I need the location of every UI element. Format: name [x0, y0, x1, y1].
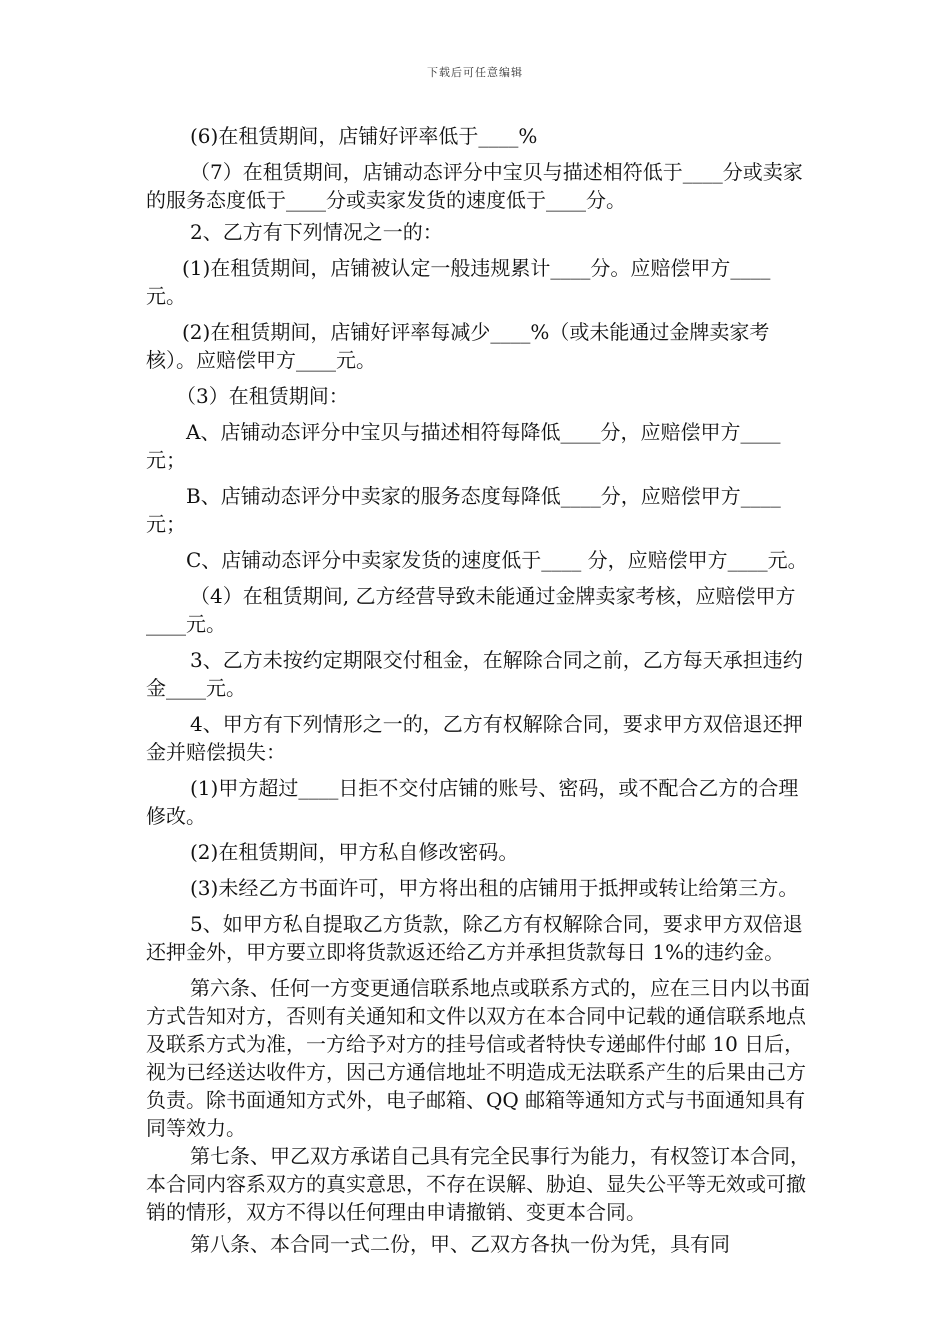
paragraph-2-3-a: A、店铺动态评分中宝贝与描述相符每降低____分，应赔偿甲方____元；: [146, 420, 781, 472]
paragraph-4-3: (3)未经乙方书面许可，甲方将出租的店铺用于抵押或转让给第三方。: [190, 876, 799, 900]
paragraph-2-3: （3）在租赁期间：: [176, 384, 349, 408]
paragraph-section-4: 4、甲方有下列情形之一的，乙方有权解除合同，要求甲方双倍退还押金并赔偿损失：: [146, 712, 803, 764]
paragraph-article-6: 第六条、任何一方变更通信联系地点或联系方式的，应在三日内以书面方式告知对方，否则有关通知和文件以双方在本合同中记载的通信联系地点及联系方式为准，一方给予对方的挂号信或者特快专递邮件付邮 10 日后，视为已经送达收件方，因己方通信地址不明造成无法联系产生的后果由己方负责。除书面通知方式外，电子邮箱、QQ 邮箱等通知方式与书面通知具有同等效力。: [146, 976, 810, 1140]
paragraph-2-2: (2)在租赁期间，店铺好评率每减少____%（或未能通过金牌卖家考核）。应赔偿甲方____元。: [146, 320, 770, 372]
document-body: [146, 122, 810, 1258]
paragraph-2-1: (1)在租赁期间，店铺被认定一般违规累计____分。应赔偿甲方____元。: [146, 256, 771, 308]
paragraph-article-7: 第七条、甲乙双方承诺自己具有完全民事行为能力，有权签订本合同，本合同内容系双方的真实意思，不存在误解、胁迫、显失公平等无效或可撤销的情形，双方不得以任何理由申请撤销、变更本合同。: [146, 1144, 810, 1224]
paragraph-section-2: 2、乙方有下列情况之一的：: [190, 220, 443, 244]
paragraph-article-8: 第八条、本合同一式二份，甲、乙双方各执一份为凭，具有同: [190, 1232, 730, 1256]
page-header: 下载后可任意编辑: [427, 66, 523, 79]
paragraph-2-3-b: B、店铺动态评分中卖家的服务态度每降低____分，应赔偿甲方____元；: [146, 484, 781, 536]
paragraph-section-3: 3、乙方未按约定期限交付租金，在解除合同之前，乙方每天承担违约金____元。: [146, 648, 803, 700]
paragraph-2-4: （4）在租赁期间, 乙方经营导致未能通过金牌卖家考核，应赔偿甲方____元。: [146, 584, 796, 636]
paragraph-clause-6: (6)在租赁期间，店铺好评率低于____%: [190, 124, 538, 148]
paragraph-4-2: (2)在租赁期间，甲方私自修改密码。: [190, 840, 519, 864]
paragraph-4-1: (1)甲方超过____日拒不交付店铺的账号、密码，或不配合乙方的合理修改。: [146, 776, 799, 828]
paragraph-2-3-c: C、店铺动态评分中卖家发货的速度低于____ 分，应赔偿甲方____元。: [186, 548, 808, 572]
paragraph-clause-7: （7）在租赁期间，店铺动态评分中宝贝与描述相符低于____分或卖家的服务态度低于____分或卖家发货的速度低于____分。: [146, 160, 803, 212]
paragraph-section-5: 5、如甲方私自提取乙方货款，除乙方有权解除合同，要求甲方双倍退还押金外，甲方要立即将货款返还给乙方并承担货款每日 1%的违约金。: [146, 912, 803, 964]
